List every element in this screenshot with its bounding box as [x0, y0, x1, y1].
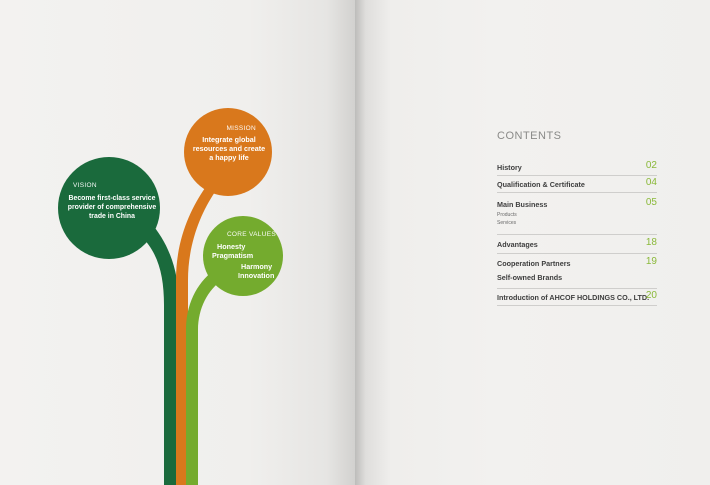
mission-line: Integrate global: [202, 135, 256, 144]
mission-block: [184, 125, 274, 163]
core-value-item: Harmony: [241, 262, 273, 271]
toc-item-page: 18: [645, 237, 657, 248]
core-value-item: Innovation: [238, 271, 275, 280]
toc-item-cooperation-partners[interactable]: [497, 253, 657, 289]
vision-line: Become first-class service: [68, 195, 156, 202]
vision-line: provider of comprehensive: [67, 204, 157, 212]
toc-item-label: Main Business: [497, 200, 548, 209]
core-values-stem: [186, 270, 222, 485]
toc-item-label: Introduction of AHCOF HOLDINGS CO., LTD.: [497, 293, 650, 302]
toc-subitem-products[interactable]: Products: [497, 212, 517, 218]
mission-line: a happy life: [209, 153, 249, 163]
vision-block: [61, 182, 163, 222]
vision-line: trade in China: [89, 213, 135, 221]
toc-item-qualification[interactable]: [497, 175, 657, 193]
toc-item-label: Advantages: [497, 240, 538, 249]
core-values-block: [208, 231, 280, 282]
core-value-item: Pragmatism: [212, 251, 254, 260]
toc-item-advantages[interactable]: [497, 234, 657, 254]
vision-stem: [140, 222, 179, 485]
core-value-item: Honesty: [217, 242, 246, 251]
toc-item-label: Cooperation Partners: [497, 259, 571, 268]
toc-item-page: 05: [645, 197, 657, 208]
toc-item-page: 04: [645, 177, 657, 188]
toc-item-main-business[interactable]: [497, 192, 657, 235]
toc-item-page: 02: [645, 160, 657, 171]
toc-item-page: 19: [645, 256, 657, 267]
vision-title: VISION: [73, 182, 97, 189]
toc-subitem-services[interactable]: Services: [497, 220, 517, 226]
mission-title: MISSION: [226, 125, 256, 132]
contents-heading: CONTENTS: [497, 130, 562, 142]
toc-item-introduction[interactable]: [497, 288, 657, 306]
toc-item-page: 20: [645, 290, 657, 301]
toc-item-label: History: [497, 163, 522, 172]
mission-line: resources and create: [192, 144, 266, 154]
toc-item-label: Qualification & Certificate: [497, 180, 585, 189]
core-values-title: CORE VALUES: [226, 231, 276, 238]
toc-item-history[interactable]: [497, 158, 657, 176]
toc-item-self-owned-brands[interactable]: Self-owned Brands: [497, 273, 563, 282]
